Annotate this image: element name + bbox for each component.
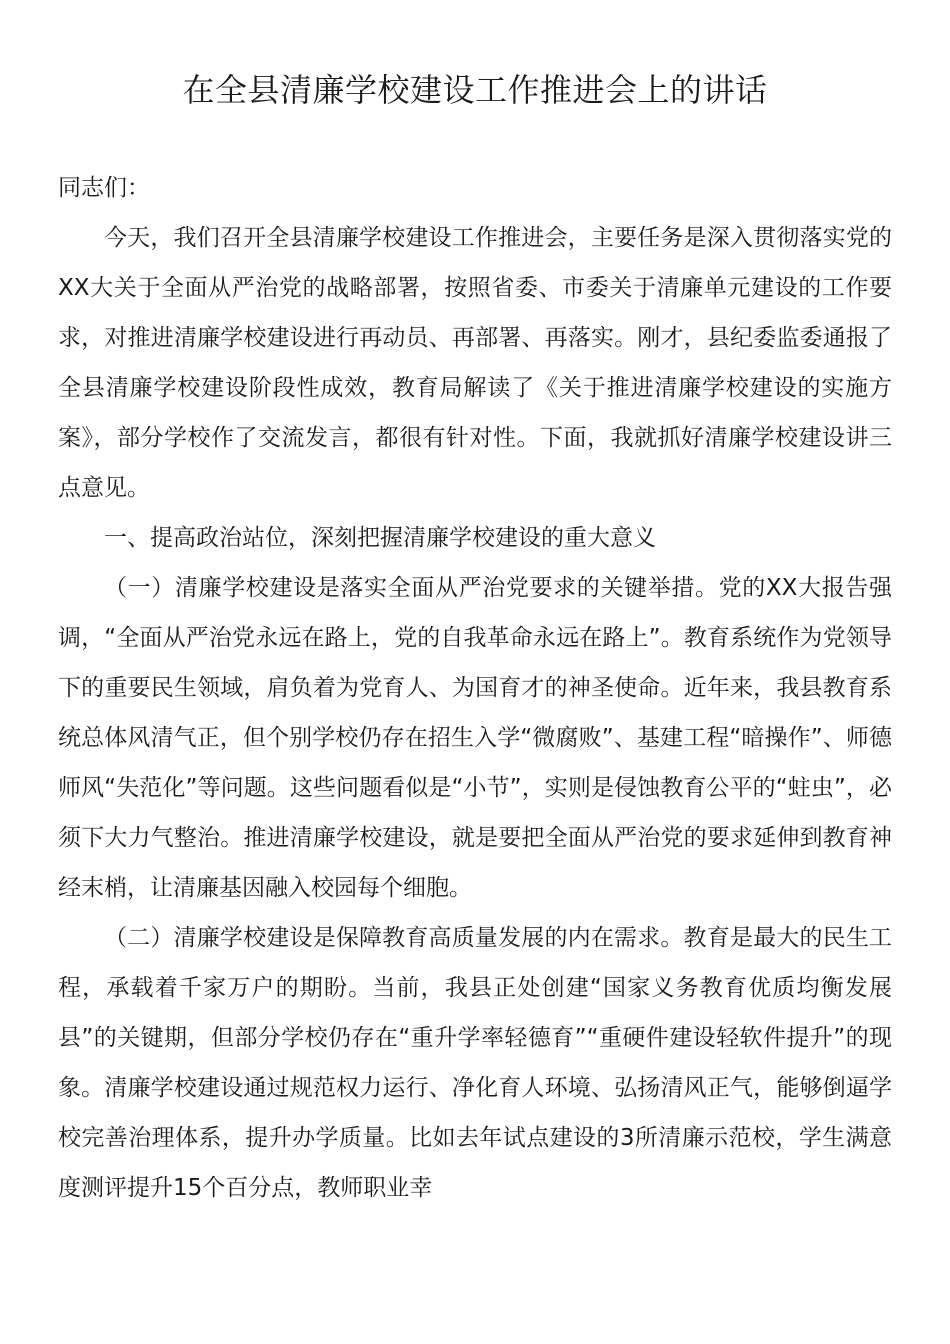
paragraph-subsection-2: （二）清廉学校建设是保障教育高质量发展的内在需求。教育是最大的民生工程，承载着千家万户的期盼。当前，我县正处创建“国家义务教育优质均衡发展县”的关键期，但部分学校仍存在“重升学率轻德育”“重硬件建设轻软件提升”的现象。清廉学校建设通过规范权力运行、净化育人环境、弘扬清风正气，能够倒逼学校完善治理体系，提升办学质量。比如去年试点建设的3所清廉示范校，学生满意度测评提升15个百分点，教师职业幸 [58, 925, 892, 1201]
paragraph-intro: 今天，我们召开全县清廉学校建设工作推进会，主要任务是深入贯彻落实党的XX大关于全面从严治党的战略部署，按照省委、市委关于清廉单元建设的工作要求，对推进清廉学校建设进行再动员、再部署、再落实。刚才，县纪委监委通报了全县清廉学校建设阶段性成效，教育局解读了《关于推进清廉学校建设的实施方案》，部分学校作了交流发言，都很有针对性。下面，我就抓好清廉学校建设讲三点意见。 [58, 225, 892, 501]
salutation: 同志们： [58, 175, 150, 201]
document-title: 在全县清廉学校建设工作推进会上的讲话 [182, 71, 768, 109]
document-body [58, 163, 892, 1213]
paragraph-subsection-1: （一）清廉学校建设是落实全面从严治党要求的关键举措。党的XX大报告强调，“全面从严治党永远在路上，党的自我革命永远在路上”。教育系统作为党领导下的重要民生领域，肩负着为党育人、为国育才的神圣使命。近年来，我县教育系统总体风清气正，但个别学校仍存在招生入学“微腐败”、基建工程“暗操作”、师德师风“失范化”等问题。这些问题看似是“小节”，实则是侵蚀教育公平的“蛀虫”，必须下大力气整治。推进清廉学校建设，就是要把全面从严治党的要求延伸到教育神经末梢，让清廉基因融入校园每个细胞。 [58, 575, 892, 901]
section-heading-1: 一、提高政治站位，深刻把握清廉学校建设的重大意义 [104, 525, 656, 551]
